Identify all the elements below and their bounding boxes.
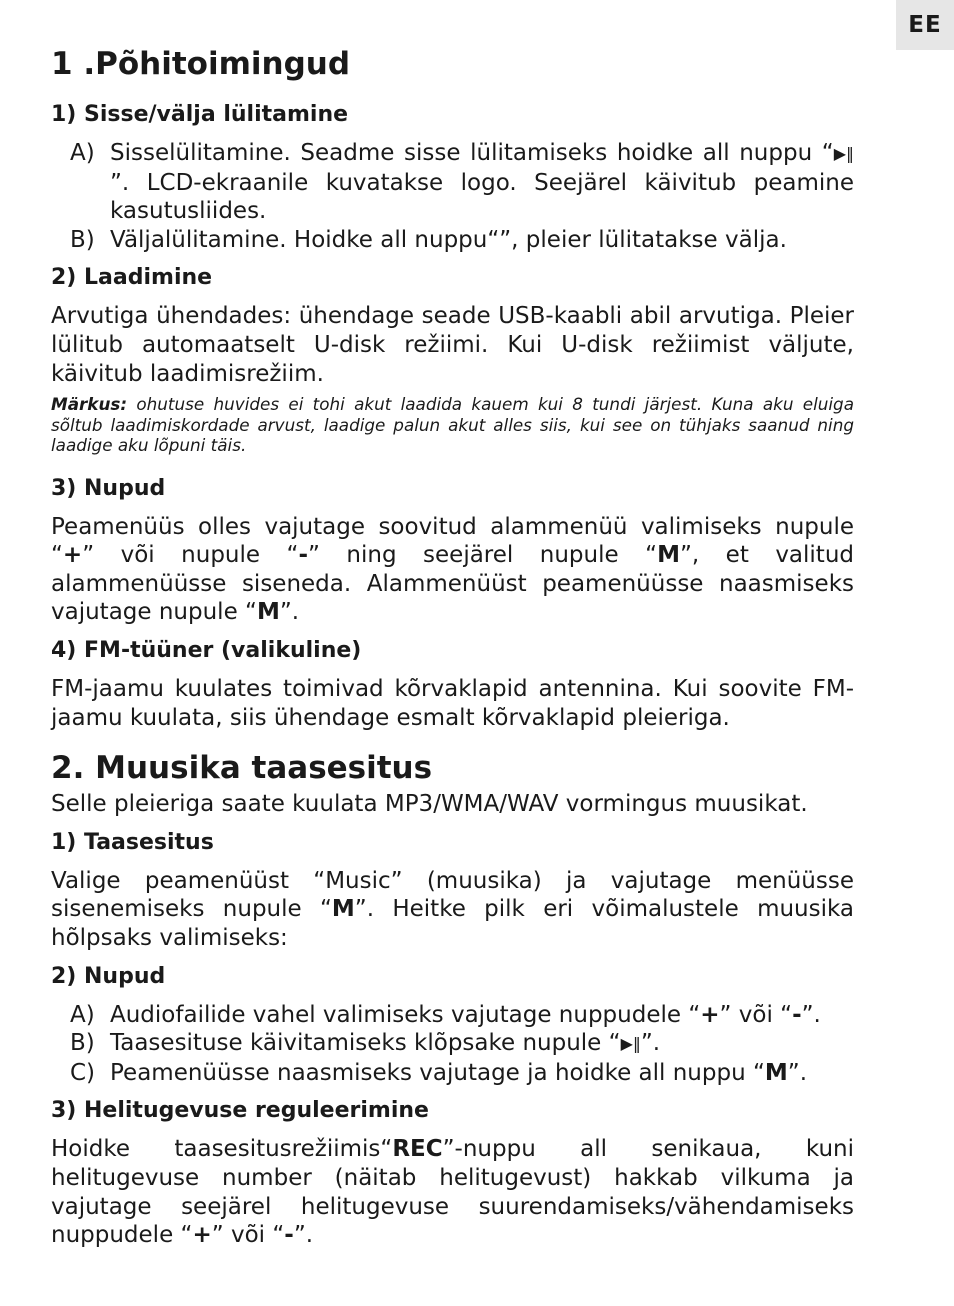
heading-charging: 2) Laadimine: [51, 265, 213, 291]
heading-fm-tuner: 4) FM-tüüner (valikuline): [51, 638, 362, 664]
list-item: B) Taasesituse käivitamiseks klõpsake nupule “▶‖”.: [51, 1029, 854, 1059]
list-item: C) Peamenüüsse naasmiseks vajutage ja hoidke all nuppu “M”.: [70, 1059, 808, 1086]
music-intro: Selle pleieriga saate kuulata MP3/WMA/WAV vormingus muusikat.: [51, 791, 808, 818]
music-buttons-list: [51, 1001, 854, 1088]
heading-playback: 1) Taasesitus: [51, 829, 214, 855]
list-item: A) Audiofailide vahel valimiseks vajutage nuppudele “+” või “-”.: [70, 1001, 821, 1028]
list-item: A) Sisselülitamine. Seadme sisse lülitamiseks hoidke all nuppu “▶‖”. LCD-ekraanile kuvatakse logo. Seejärel käivitub peamine kasutusliides.: [70, 140, 854, 225]
heading-music-buttons: 2) Nupud: [51, 963, 166, 989]
section-1-title: 1 .Põhitoimingud: [51, 46, 351, 82]
fm-tuner-text: FM-jaamu kuulates toimivad kõrvaklapid antennina. Kui soovite FM-jaamu kuulata, siis ühendage esmalt kõrvaklapid pleieriga.: [51, 676, 854, 731]
section-2-title: 2. Muusika taasesitus: [51, 750, 433, 787]
heading-power: 1) Sisse/välja lülitamine: [51, 102, 349, 127]
page-content: [51, 42, 854, 1250]
play-pause-icon: ▶‖: [833, 144, 854, 163]
language-tab: [896, 0, 954, 50]
play-pause-icon: ▶‖: [620, 1034, 641, 1054]
charging-text: Arvutiga ühendades: ühendage seade USB-kaabli abil arvutiga. Pleier lülitub automaatselt U-disk režiimi. Kui U-disk režiimist väljute, käivitub laadimisrežiim.: [51, 303, 854, 387]
heading-volume: 3) Helitugevuse reguleerimine: [51, 1098, 429, 1124]
heading-buttons: 3) Nupud: [51, 475, 166, 501]
power-list: [51, 139, 854, 254]
language-code: EE: [908, 12, 942, 38]
charging-note: Märkus: ohutuse huvides ei tohi akut laadida kauem kui 8 tundi järjest. Kuna aku eluiga sõltub laadimiskordade arvust, laadige palun akut alles siis, kui see on tühjaks saanud ning laadige aku lõpuni täis.: [51, 394, 854, 456]
buttons-text: Peamenüüs olles vajutage soovitud alammenüü valimiseks nupule “+” või nupule “-” ning seejärel nupule “M”, et valitud alammenüüsse siseneda. Alammenüüst peamenüüsse naasmiseks vajutage nupule “M”.: [51, 513, 855, 626]
volume-text: Hoidke taasesitusrežiimis“REC”-nuppu all senikaua, kuni helitugevuse number (näitab helitugevust) hakkab vilkuma ja vajutage seejärel helitugevuse suurendamiseks/vähendamiseks nuppudele “+” või “-”.: [51, 1136, 854, 1249]
playback-text: Valige peamenüüst “Music” (muusika) ja vajutage menüüsse sisenemiseks nupule “M”. Heitke pilk eri võimalustele muusika hõlpsaks valimiseks:: [51, 867, 855, 951]
list-item: B) Väljalülitamine. Hoidke all nuppu“”, pleier lülitatakse välja.: [70, 226, 787, 253]
